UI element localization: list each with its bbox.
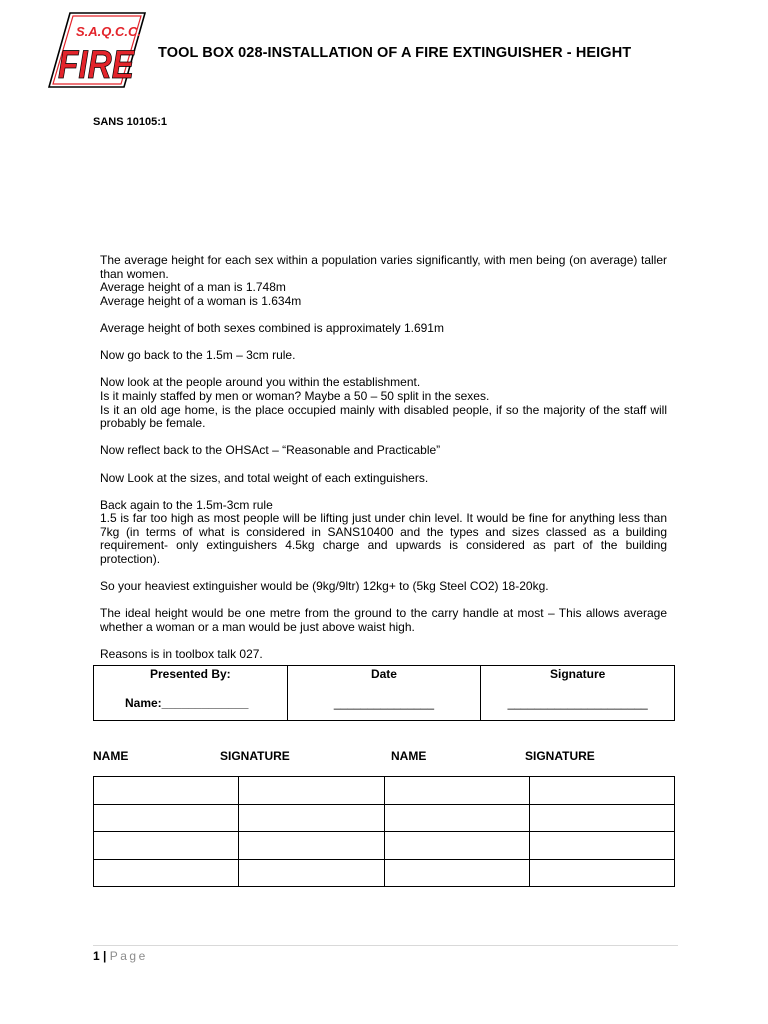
paragraph-3: Now go back to the 1.5m – 3cm rule. bbox=[100, 348, 296, 363]
text-line: Average height of a woman is 1.634m bbox=[100, 293, 302, 308]
date-cell[interactable] bbox=[287, 666, 481, 721]
signature-cell[interactable] bbox=[481, 666, 675, 721]
name-line: Name:_____________ bbox=[125, 696, 249, 710]
text-line: The average height for each sex within a population varies significantly, with men being (on average) taller than women. bbox=[100, 253, 667, 281]
table-row bbox=[94, 777, 675, 805]
saqcc-fire-logo bbox=[48, 12, 146, 88]
table-cell[interactable] bbox=[94, 832, 239, 860]
attendance-table bbox=[93, 776, 675, 887]
table-row bbox=[94, 804, 675, 832]
text-line: Back again to the 1.5m-3cm rule bbox=[100, 497, 273, 512]
table-row bbox=[94, 859, 675, 887]
presented-by-label: Presented By: bbox=[149, 667, 231, 681]
paragraph-5: Now reflect back to the OHSAct – “Reasonable and Practicable” bbox=[100, 443, 441, 458]
table-cell[interactable] bbox=[529, 777, 674, 805]
body-text bbox=[100, 254, 667, 662]
paragraph-8: So your heaviest extinguisher would be (9kg/9ltr) 12kg+ to (5kg Steel CO2) 18-20kg. bbox=[100, 579, 549, 594]
table-cell[interactable] bbox=[239, 859, 384, 887]
paragraph-2: Average height of both sexes combined is approximately 1.691m bbox=[100, 320, 444, 335]
table-cell[interactable] bbox=[384, 859, 529, 887]
standard-reference: SANS 10105:1 bbox=[93, 116, 167, 128]
table-cell[interactable] bbox=[384, 832, 529, 860]
date-line: _______________ bbox=[333, 696, 435, 710]
table-cell[interactable] bbox=[529, 832, 674, 860]
logo-org-text: S.A.Q.C.C. bbox=[76, 24, 142, 39]
table-row bbox=[94, 832, 675, 860]
table-cell[interactable] bbox=[384, 804, 529, 832]
text-line: 1.5 is far too high as most people will be lifting just under chin level. It would be fine for anything less than 7kg (in terms of what is considered in SANS10400 and the types and sizes classed as a building requirement- only extinguishers 4.5kg charge and upwards is considered as part of the building protection). bbox=[100, 511, 667, 567]
document-title: TOOL BOX 028-INSTALLATION OF A FIRE EXTINGUISHER - HEIGHT bbox=[158, 45, 632, 61]
table-cell[interactable] bbox=[529, 804, 674, 832]
text-line: Is it mainly staffed by men or woman? Maybe a 50 – 50 split in the sexes. bbox=[100, 388, 490, 403]
paragraph-4 bbox=[100, 376, 667, 430]
table-cell[interactable] bbox=[94, 859, 239, 887]
paragraph-7 bbox=[100, 499, 667, 567]
signature-label: Signature bbox=[549, 667, 606, 681]
presenter-table bbox=[93, 665, 675, 721]
footer-divider bbox=[93, 945, 678, 946]
table-cell[interactable] bbox=[239, 777, 384, 805]
paragraph-9: The ideal height would be one metre from the ground to the carry handle at most – This allows average whether a woman or a man would be just above waist high. bbox=[100, 606, 667, 635]
page-number: 1 bbox=[93, 949, 100, 963]
table-cell[interactable] bbox=[94, 804, 239, 832]
date-label: Date bbox=[370, 667, 397, 681]
table-cell[interactable] bbox=[239, 832, 384, 860]
text-line: Average height of a man is 1.748m bbox=[100, 280, 286, 295]
table-cell[interactable] bbox=[384, 777, 529, 805]
paragraph-1 bbox=[100, 254, 667, 308]
text-line: Now look at the people around you within the establishment. bbox=[100, 375, 421, 390]
attendance-header-name-2: NAME bbox=[391, 749, 427, 763]
page-footer bbox=[93, 949, 148, 963]
paragraph-6: Now Look at the sizes, and total weight of each extinguishers. bbox=[100, 470, 429, 485]
text-line: Is it an old age home, is the place occupied mainly with disabled people, if so the majority of the staff will probably be female. bbox=[100, 402, 667, 431]
page-label: Page bbox=[109, 949, 148, 963]
attendance-header-signature-1: SIGNATURE bbox=[220, 749, 290, 763]
attendance-header-signature-2: SIGNATURE bbox=[525, 749, 595, 763]
signature-line: _____________________ bbox=[507, 696, 648, 710]
table-cell[interactable] bbox=[239, 804, 384, 832]
paragraph-10: Reasons is in toolbox talk 027. bbox=[100, 647, 263, 662]
attendance-header-name-1: NAME bbox=[93, 749, 129, 763]
table-cell[interactable] bbox=[94, 777, 239, 805]
footer-separator: | bbox=[103, 949, 107, 963]
presented-by-cell[interactable] bbox=[94, 666, 288, 721]
table-cell[interactable] bbox=[529, 859, 674, 887]
logo-fire-word: FIRE bbox=[58, 43, 136, 87]
